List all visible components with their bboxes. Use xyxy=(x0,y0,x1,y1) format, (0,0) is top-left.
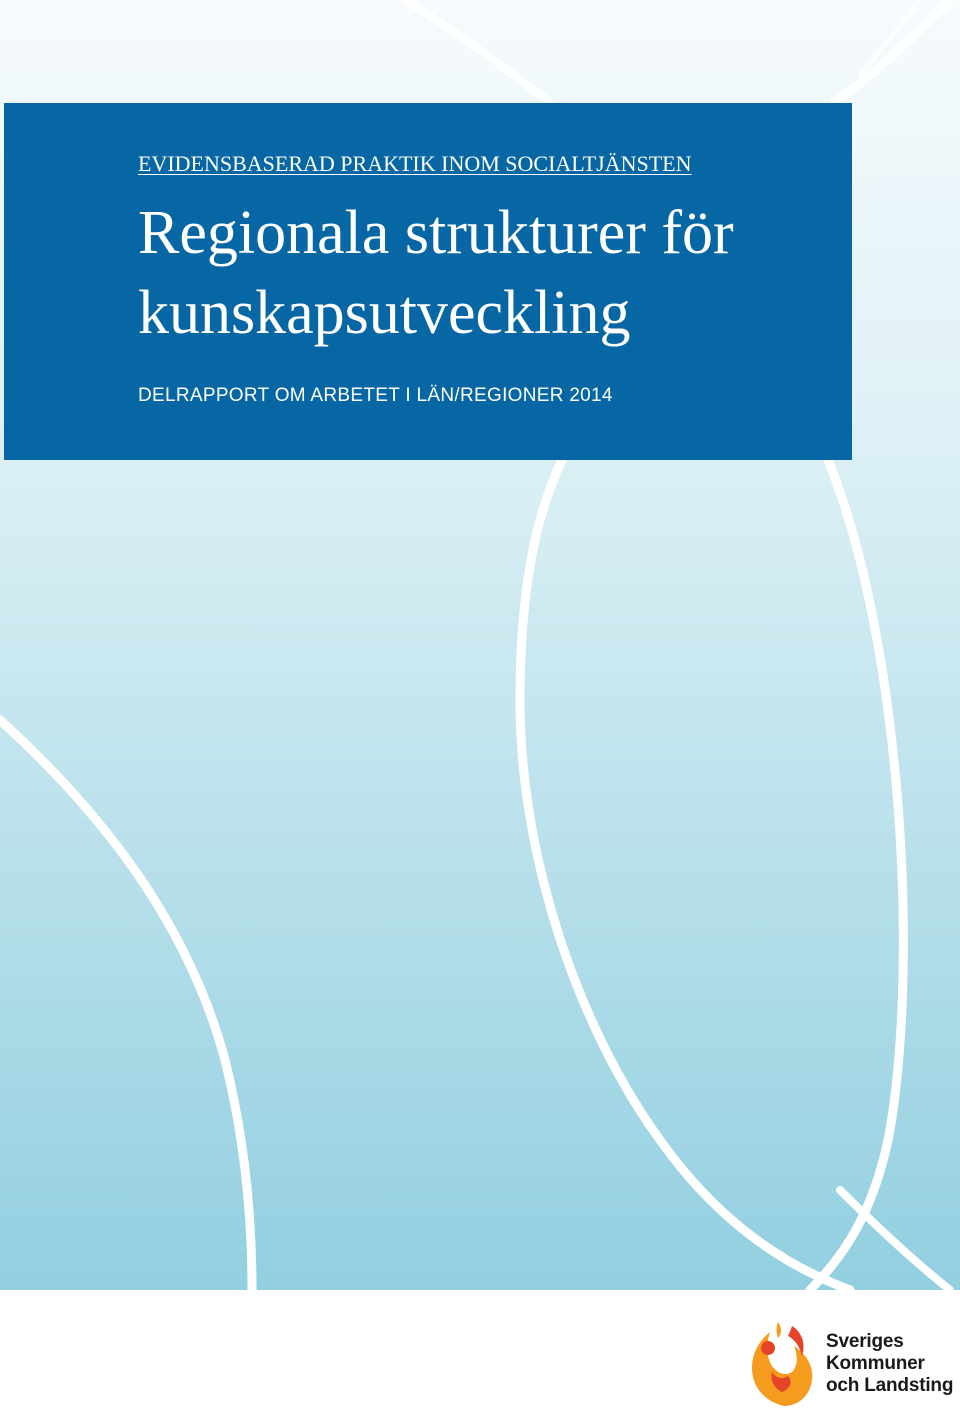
report-title-line-1: Regionala strukturer för xyxy=(138,199,734,267)
publisher-name-line-2: Kommuner xyxy=(826,1353,925,1374)
report-title xyxy=(138,193,734,353)
publisher-name-line-3: och Landsting xyxy=(826,1375,954,1396)
report-subtitle: DELRAPPORT OM ARBETET I LÄN/REGIONER 2014 xyxy=(138,385,613,406)
publisher-name-line-1: Sveriges xyxy=(826,1331,904,1352)
publisher-logo xyxy=(748,1318,960,1409)
report-title-line-2: kunskapsutveckling xyxy=(138,279,631,347)
series-title: EVIDENSBASERAD PRAKTIK INOM SOCIALTJÄNSTEN xyxy=(138,151,692,176)
publisher-name xyxy=(826,1331,953,1397)
title-panel xyxy=(4,103,852,460)
skl-flame-figure-icon xyxy=(748,1318,818,1409)
